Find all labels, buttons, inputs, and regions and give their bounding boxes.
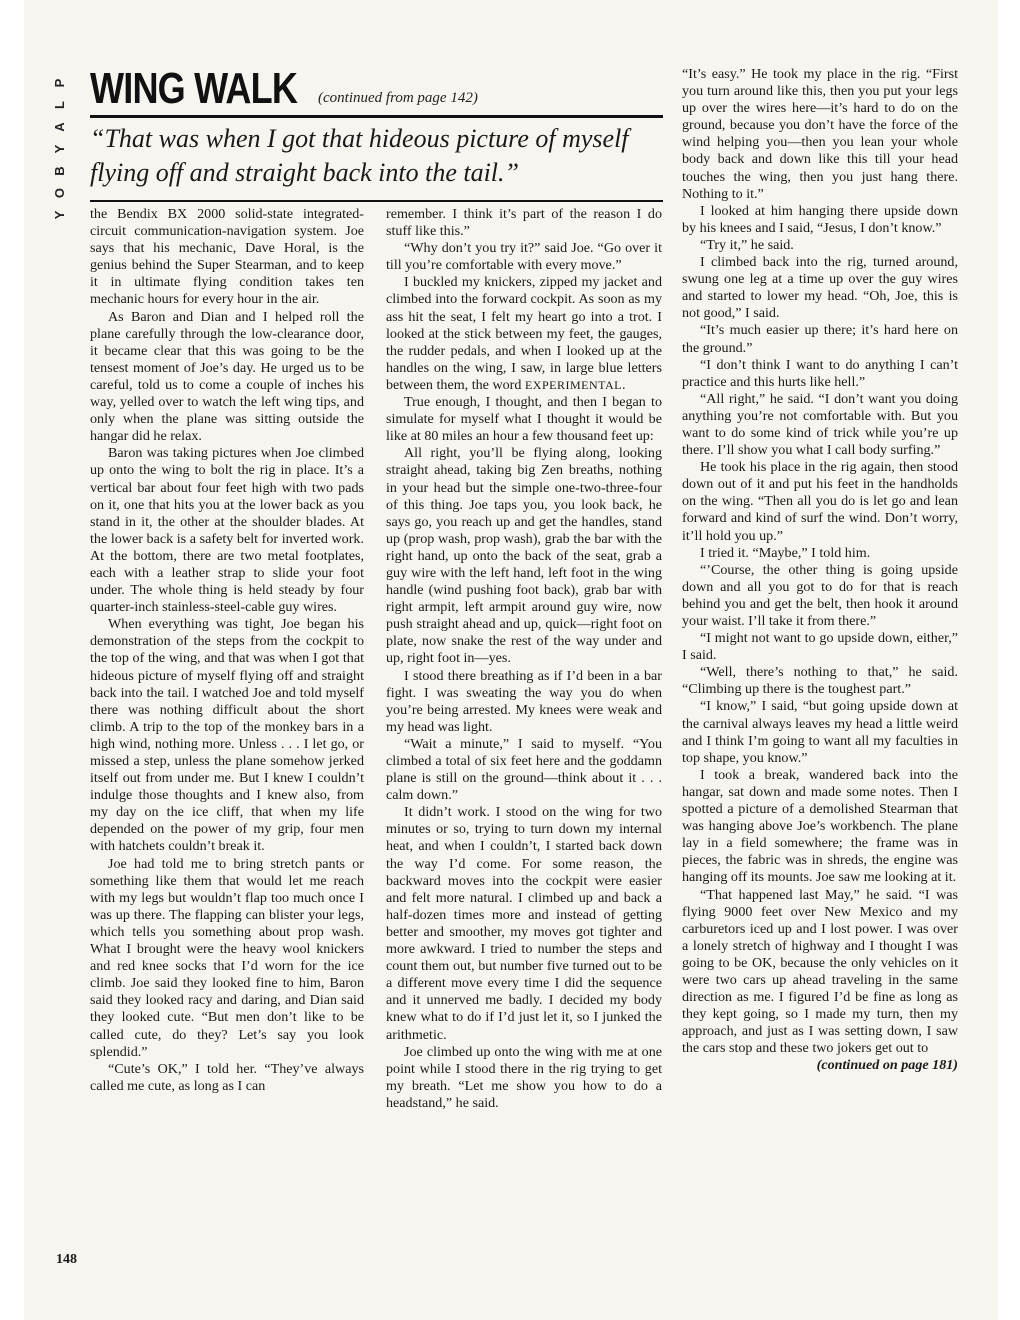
paragraph: True enough, I thought, and then I began to simulate for myself what I thought it would be like at 80 miles an hour a few thousand feet up: <box>386 394 662 445</box>
paragraph: I looked at him hanging there upside down by his knees and I said, “Jesus, I don’t know.” <box>682 202 958 236</box>
paragraph: “Why don’t you try it?” said Joe. “Go over it till you’re comfortable with every move.” <box>386 240 662 274</box>
paragraph-tail: . <box>621 376 626 393</box>
paragraph <box>386 274 662 394</box>
text-column-1 <box>90 206 364 1095</box>
paragraph: Baron was taking pictures when Joe climbed up onto the wing to bolt the rig in place. It’s a vertical bar about four feet high with two pads on it, one that hits you at the lower back as you stand in it, the other at the shoulder blades. At the lower back is a safety belt for inverted work. At the bottom, there are two metal footplates, each with a leather strap to slide your foot under. The whole thing is held steady by four quarter-inch stainless-steel-cable guy wires. <box>90 445 364 616</box>
paragraph: “I know,” I said, “but going upside down at the carnival always leaves my head a little weird and I think I’m going to want all my faculties in top shape, you know.” <box>682 698 958 766</box>
continued-on-note <box>682 1057 958 1074</box>
magazine-spine-label <box>52 72 68 226</box>
paragraph: “It’s much easier up there; it’s hard here on the ground.” <box>682 322 958 356</box>
paragraph: “I don’t think I want to do anything I can’t practice and this hurts like hell.” <box>682 356 958 390</box>
pull-quote: “That was when I got that hideous picture of myself flying off and straight back into the tail.” <box>90 124 629 187</box>
paragraph-text: I buckled my knickers, zipped my jacket and climbed into the forward cockpit. As soon as my ass hit the seat, I felt my heart go into a trot. I looked at the stick between my feet, the gauges, the rudder pedals, and when I looked up at the handles on the wing, I saw, in large blue letters between them, the word <box>386 274 662 393</box>
spine-letter: Y <box>52 144 67 154</box>
paragraph: I climbed back into the rig, turned around, swung one leg at a time up over the guy wires and started to lower my head. “Oh, Joe, this is not good,” I said. <box>682 254 958 322</box>
paragraph: I took a break, wandered back into the hangar, sat down and made some notes. Then I spotted a picture of a demolished Stearman that was hanging above Joe’s workbench. The plane lay in a field somewhere; the frame was in pieces, the fabric was in shreds, the engine was hanging off its mounts. Joe saw me looking at it. <box>682 766 958 886</box>
paragraph: the Bendix BX 2000 solid-state integrated-circuit communication-navigation system. Joe says that his mechanic, Dave Horal, is the genius behind the Super Stearman, and to keep it in ultimate flying condition takes ten mechanic hours for every hour in the air. <box>90 206 364 308</box>
spine-letter: A <box>52 122 67 132</box>
pull-quote-top-rule <box>90 115 663 118</box>
paragraph: It didn’t work. I stood on the wing for two minutes or so, trying to turn down my internal heat, and when I couldn’t, I started back down the way I’d come. For some reason, the backward moves into the cockpit were easier and felt more natural. I climbed up and back a half-dozen times more and instead of getting better and smoother, my moves got tighter and more awkward. I tried to number the steps and count them out, but number five turned out to be a different move every time I did the sequence and it unnerved me badly. I decided my body knew what to do if I’d just let it, so I junked the arithmetic. <box>386 804 662 1043</box>
paragraph: “It’s easy.” He took my place in the rig. “First you turn around like this, then you put your legs up over the wires here—it’s hard to do on the ground, because you don’t have the force of the wind helping you—then you lean your whole body back and down like this till your head touches the wing, then you just hang there. Nothing to it.” <box>682 66 958 202</box>
spine-letter: O <box>52 187 67 199</box>
paragraph: “Try it,” he said. <box>700 236 794 253</box>
continued-from-note: (continued from page 142) <box>318 90 478 106</box>
continued-on-text: (continued on page 181) <box>816 1057 958 1074</box>
paragraph: Joe climbed up onto the wing with me at one point while I stood there in the rig trying to get my breath. “Let me show you how to do a headstand,” he said. <box>386 1043 662 1111</box>
paragraph: As Baron and Dian and I helped roll the plane carefully through the low-clearance door, it became clear that this was going to be the tensest moment of Joe’s day. He urged us to be careful, told us to come a couple of inches his way, yelled over to watch the left wing tips, and only when the plane was sitting outside the hangar did he relax. <box>90 308 364 445</box>
paragraph: “I might not want to go upside down, either,” I said. <box>682 630 958 664</box>
pull-quote-bottom-rule <box>90 200 663 202</box>
text-column-2 <box>386 206 662 1112</box>
paragraph: He took his place in the rig again, then stood down out of it and put his feet in the handholds on the wing. “Then all you do is let go and lean forward and kind of surf the wind. Don’t worry, it’ll hold you up.” <box>682 459 958 544</box>
paragraph: Joe had told me to bring stretch pants or something like them that would let me reach with my legs but wouldn’t flap too much once I was up there. The flapping can blister your legs, which tells you something about prop wash. What I brought were the heavy wool knickers and red knee socks that I’d worn for the ice climb. Joe said they looked fine to him, Baron said they looked racy and daring, and Dian said they looked cute. “But men don’t like to be called cute, do they? Let’s say you look splendid.” <box>90 855 364 1060</box>
page-number: 148 <box>56 1252 77 1267</box>
article-title: WING WALK <box>90 64 298 113</box>
paragraph: I stood there breathing as if I’d been in a bar fight. I was sweating the way you do when you’re being arrested. My knees were weak and my head was light. <box>386 667 662 735</box>
spine-letter: P <box>52 78 67 88</box>
paragraph: “’Course, the other thing is going upside down and all you got to do for that is reach behind you and get the belt, then hook it around your waist. I’ll take it from there.” <box>682 561 958 629</box>
word-experimental: EXPERIMENTAL <box>524 377 622 392</box>
paragraph: “That happened last May,” he said. “I was flying 9000 feet over New Mexico and my carburetors iced up and I lost power. I was over a lonely stretch of highway and I thought I was going to be OK, because the only vehicles on it were two cars up ahead traveling in the same direction as me. I figured I’d be fine as long as they kept going, so I made my turn, then my approach, and just as I was setting down, I saw the cars stop and these two jokers get out to <box>682 886 958 1057</box>
paragraph: remember. I think it’s part of the reason I do stuff like this.” <box>386 206 662 240</box>
paragraph: I tried it. “Maybe,” I told him. <box>700 544 871 561</box>
paragraph: “Wait a minute,” I said to myself. “You climbed a total of six feet here and the goddamn plane is still on the ground—think about it . . . calm down.” <box>386 735 662 804</box>
paragraph: All right, you’ll be flying along, looking straight ahead, taking big Zen breaths, nothing in your head but the simple one-two-three-four of this thing. Joe taps you, you look back, he says go, you reach up and get the handles, stand up (prop wash, prop wash), grab the bar with the right hand, up onto the back of the seat, grab a guy wire with the left hand, left foot in the wing handle (wind pushing foot back), grab bar with right armpit, left armpit around guy wire, now push straight ahead and up, quick—right foot on plate, now snake the rest of the way under and up, right foot in—yes. <box>386 445 662 667</box>
spine-letter: Y <box>52 210 67 220</box>
spine-letter: B <box>52 166 67 176</box>
paragraph: “Cute’s OK,” I told her. “They’ve always called me cute, as long as I can <box>90 1060 364 1094</box>
paragraph: “Well, there’s nothing to that,” he said. “Climbing up there is the toughest part.” <box>682 664 958 698</box>
text-column-3 <box>682 66 958 1075</box>
spine-letter: L <box>52 101 67 109</box>
paragraph: “All right,” he said. “I don’t want you doing anything you’re not comfortable with. But you want to do some kind of trick while you’re up there. I’ll show you what I call body surfing.” <box>682 390 958 459</box>
paragraph: When everything was tight, Joe began his demonstration of the steps from the cockpit to the top of the wing, and that was when I got that hideous picture of myself flying off and straight back into the tail. I watched Joe and told myself there was nothing difficult about the short climb. A trip to the top of the monkey bars in a high wind, nothing more. Unless . . . I let go, or missed a step, unless the plane somehow jerked itself out from under me. But I knew I couldn’t indulge those thoughts and I knew also, from my day on the ice cliff, that when my life depended on the power of my grip, four men with hatchets couldn’t break it. <box>90 616 364 855</box>
